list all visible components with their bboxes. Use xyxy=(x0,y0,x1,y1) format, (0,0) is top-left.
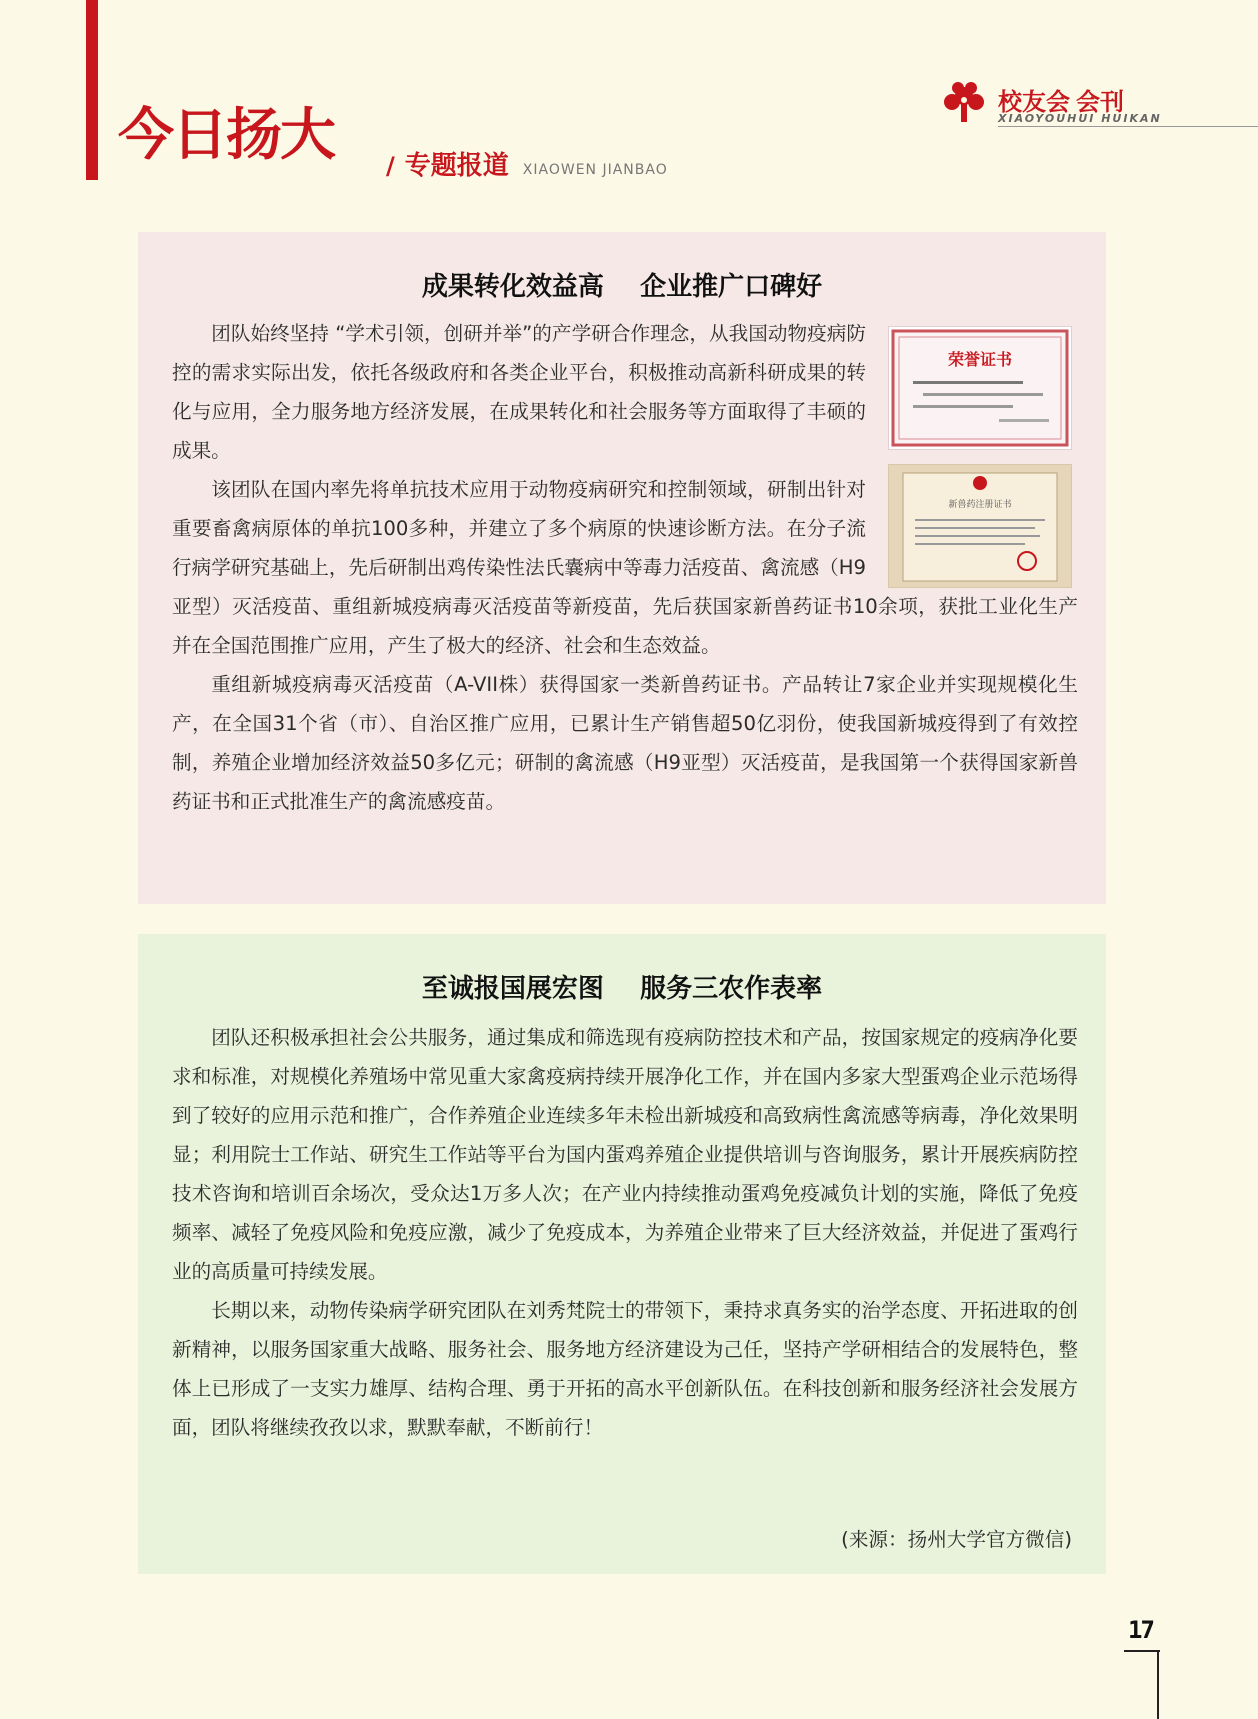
brand-pinyin: XIAOYOUHUI HUIKAN xyxy=(998,112,1162,125)
header-accent-bar xyxy=(86,0,98,180)
section-title: 成果转化效益高 企业推广口碑好 xyxy=(421,272,823,302)
cert2-title: 新兽药注册证书 xyxy=(948,500,1012,510)
alumni-logo-icon xyxy=(938,78,990,128)
section-title: 至诚报国展宏图 服务三农作表率 xyxy=(421,974,823,1004)
column-name: 专题报道 xyxy=(404,151,509,181)
page-number: 17 xyxy=(1128,1616,1153,1644)
paragraph: 长期以来，动物传染病学研究团队在刘秀梵院士的带领下，秉持求真务实的治学态度、开拓进取的创新精神，以服务国家重大战略、服务社会、服务地方经济建设为己任，坚持产学研相结合的发展特色，整体上已形成了一支实力雄厚、结构合理、勇于开拓的高水平创新队伍。在科技创新和服务经济社会发展方面，团队将继续孜孜以求，默默奉献，不断前行！ xyxy=(172,1299,1078,1439)
paragraph: 团队还积极承担社会公共服务，通过集成和筛选现有疫病防控技术和产品，按国家规定的疫病净化要求和标准，对规模化养殖场中常见重大家禽疫病持续开展净化工作，并在国内多家大型蛋鸡企业示范场得到了较好的应用示范和推广，合作养殖企业连续多年未检出新城疫和高致病性禽流感等病毒，净化效果明显；利用院士工作站、研究生工作站等平台为国内蛋鸡养殖企业提供培训与咨询服务，累计开展疾病防控技术咨询和培训百余场次，受众达1万多人次；在产业内持续推动蛋鸡免疫减负计划的实施，降低了免疫频率、减轻了免疫风险和免疫应激，减少了免疫成本，为养殖企业带来了巨大经济效益，并促进了蛋鸡行业的高质量可持续发展。 xyxy=(172,1026,1078,1283)
magazine-section-title: 今日扬大 xyxy=(118,103,334,168)
brand-block xyxy=(938,78,1258,128)
section-achievements xyxy=(138,232,1106,904)
section2-body xyxy=(172,1018,1078,1447)
paragraph: 重组新城疫病毒灭活疫苗（A-VII株）获得国家一类新兽药证书。产品转让7家企业并实现规模化生产，在全国31个省（市）、自治区推广应用，已累计生产销售超50亿羽份，使我国新城疫得到了有效控制，养殖企业增加经济效益50多亿元；研制的禽流感（H9亚型）灭活疫苗，是我国第一个获得国家新兽药证书和正式批准生产的禽流感疫苗。 xyxy=(172,673,1078,813)
section1-body xyxy=(172,314,1078,821)
brand-name-part2: 会刊 xyxy=(1076,88,1124,116)
section-public-service xyxy=(138,934,1106,1574)
header-subtitle xyxy=(386,145,668,181)
brand-name-part1: 校友会 xyxy=(998,88,1070,116)
source-credit: (来源：扬州大学官方微信) xyxy=(841,1528,1072,1551)
cert1-title: 荣誉证书 xyxy=(947,350,1013,369)
column-pinyin: XIAOWEN JIANBAO xyxy=(522,162,668,178)
header-slash: / xyxy=(386,152,395,180)
paragraph: 团队始终坚持 “学术引领，创研并举”的产学研合作理念，从我国动物疫病防控的需求实际出发，依托各级政府和各类企业平台，积极推动高新科研成果的转化与应用，全力服务地方经济发展，在成果转化和社会服务等方面取得了丰硕的成果。 xyxy=(172,322,866,462)
paragraph: 该团队在国内率先将单抗技术应用于动物疫病研究和控制领域，研制出针对重要畜禽病原体的单抗100多种，并建立了多个病原的快速诊断方法。在分子流行病学研究基础上，先后研制出鸡传染性法氏囊病中等毒力活疫苗、禽流感（H9亚型）灭活疫苗、重组新城疫病毒灭活疫苗等新疫苗，先后获国家新兽药证书10余项，获批工业化生产并在全国范围推广应用，产生了极大的经济、社会和生态效益。 xyxy=(172,478,1078,657)
page-number-rule xyxy=(1124,1650,1160,1652)
page-number-rule-vertical xyxy=(1157,1650,1159,1719)
brand-divider xyxy=(998,126,1258,127)
